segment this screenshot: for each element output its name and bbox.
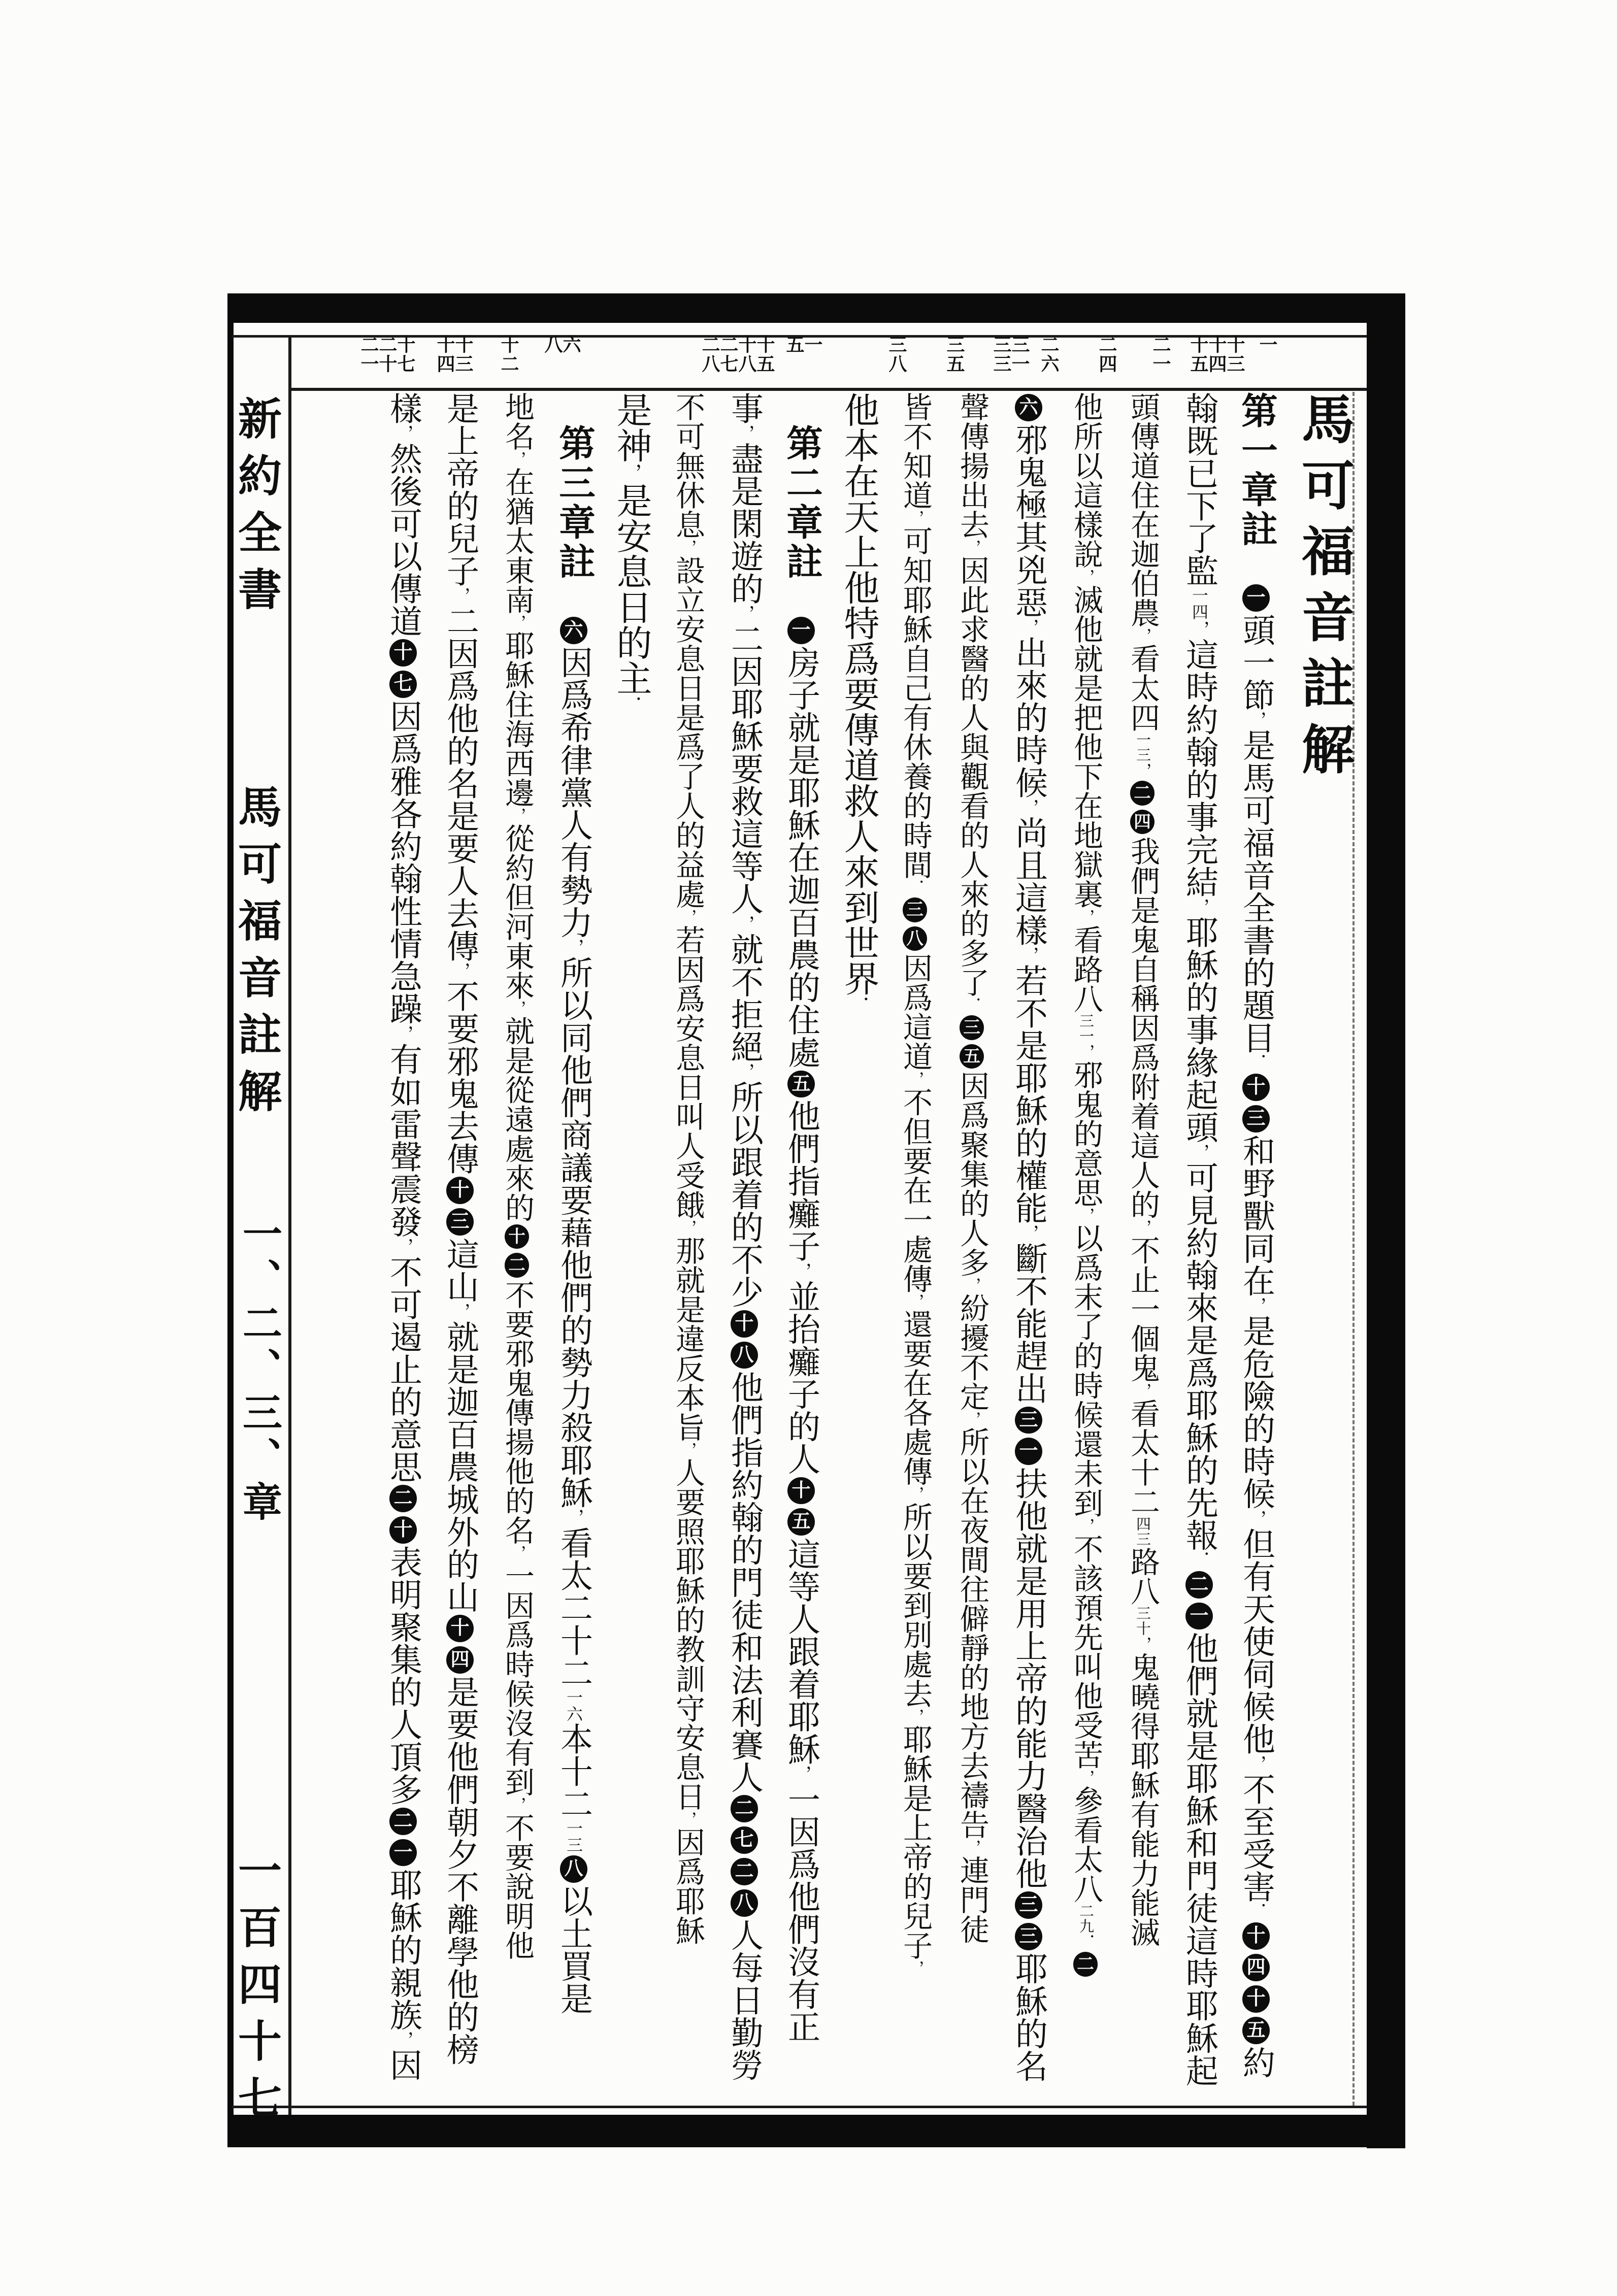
punctuation: ， bbox=[508, 1796, 526, 1813]
verse-ref-label: 十二 bbox=[499, 335, 519, 374]
verse-ref-label: 二一 bbox=[1150, 335, 1171, 374]
cross-reference-small: 一三 bbox=[1134, 731, 1150, 762]
verse-ref-label: 二四 bbox=[1097, 335, 1117, 374]
verse-ref-label: 六 bbox=[560, 335, 581, 354]
punctuation: ， bbox=[450, 1303, 470, 1321]
punctuation: ， bbox=[906, 1708, 924, 1724]
verse-number-badge: 一 bbox=[787, 617, 815, 644]
punctuation: ， bbox=[620, 463, 641, 483]
punctuation: ， bbox=[906, 1486, 924, 1503]
gospel-title-column: 馬可福音註解 bbox=[1294, 392, 1352, 788]
punctuation: ， bbox=[906, 1959, 924, 1976]
punctuation: ， bbox=[963, 1411, 981, 1427]
text-column: 六邪鬼極其兇惡，出來的時候，尚且這樣，若不是耶穌的權能，斷不能趕出三一扶他就是用上帝的能力醫治他三三耶穌的名 bbox=[1000, 392, 1057, 2113]
cross-reference-small: 三十 bbox=[1134, 1606, 1150, 1637]
spine-divider-rule bbox=[288, 335, 291, 2115]
verse-number-badge: 三 bbox=[903, 897, 928, 922]
punctuation: ． bbox=[847, 996, 869, 1016]
verse-number-badge: 十 bbox=[389, 1516, 417, 1544]
punctuation: ， bbox=[450, 587, 470, 605]
text-column: 他本在天上他特爲要傳道救人來到世界． bbox=[839, 392, 878, 1016]
verse-number-badge: 五 bbox=[1242, 2017, 1270, 2044]
verse-number-badge: 二 bbox=[505, 1253, 530, 1278]
punctuation: ， bbox=[1190, 898, 1209, 916]
text-column: 聲傳揚出去，因此求醫的人與觀看的人來的多了．三五因爲聚集的人多，紛擾不定，所以在夜間往僻靜的地方去禱告，連門徒 bbox=[955, 392, 988, 1944]
verse-number-badge: 八 bbox=[731, 1342, 758, 1369]
punctuation: ， bbox=[963, 1839, 981, 1856]
verse-number-badge: 七 bbox=[389, 671, 417, 698]
punctuation: ． bbox=[620, 695, 641, 715]
cross-reference-small: 一四 bbox=[1190, 587, 1208, 620]
punctuation: ， bbox=[508, 807, 526, 823]
verse-number-badge: 十 bbox=[787, 1477, 815, 1505]
chapter-heading: 第三章註 bbox=[553, 424, 594, 582]
spine-series-title: 新約全書 bbox=[232, 396, 280, 623]
verse-ref-label: 十四 bbox=[435, 335, 455, 374]
punctuation: ， bbox=[791, 1262, 811, 1280]
verse-number-badge: 二 bbox=[1073, 1952, 1098, 1977]
verse-number-badge: 五 bbox=[787, 1071, 815, 1098]
verse-number-badge: 二 bbox=[731, 1858, 758, 1885]
spine-chapter-range: 一、二、三、章 bbox=[237, 1213, 281, 1526]
punctuation: ， bbox=[1134, 1636, 1151, 1653]
verse-ref-label: 十八 bbox=[736, 335, 756, 374]
punctuation: ， bbox=[393, 1238, 413, 1256]
page-number-chinese: 一百四十七 bbox=[232, 1848, 280, 2132]
verse-number-badge: 二 bbox=[389, 1808, 417, 1835]
text-column: 第二章註 一房子就是耶穌在迦百農的住處五他們指癱子，並抬癱子的人十五這等人跟着耶穌，一因爲他們沒有正 bbox=[781, 424, 821, 2043]
punctuation: ， bbox=[735, 915, 754, 933]
punctuation: ， bbox=[906, 1071, 924, 1087]
verse-number-badge: 八 bbox=[560, 1855, 587, 1883]
verse-number-badge: 八 bbox=[731, 1889, 758, 1917]
verse-number-badge: 三 bbox=[960, 1015, 984, 1040]
verse-number-badge: 二 bbox=[1130, 781, 1155, 806]
punctuation: ， bbox=[735, 605, 754, 623]
punctuation: ， bbox=[1019, 946, 1039, 964]
verse-number-badge: 五 bbox=[960, 1044, 984, 1069]
punctuation: ， bbox=[1246, 1296, 1266, 1315]
verse-ref-label: 五 bbox=[784, 335, 804, 354]
punctuation: ， bbox=[450, 962, 470, 980]
text-area-top-rule bbox=[291, 388, 1367, 391]
verse-number-badge: 二 bbox=[1185, 1571, 1213, 1599]
punctuation: ， bbox=[1019, 1224, 1039, 1242]
punctuation: ， bbox=[1077, 1517, 1095, 1534]
punctuation: ， bbox=[508, 1545, 526, 1561]
verse-number-badge: 六 bbox=[560, 617, 587, 644]
chapter-heading: 第一章註 bbox=[1236, 392, 1276, 550]
punctuation: ， bbox=[906, 1293, 924, 1310]
punctuation: ， bbox=[1134, 1219, 1151, 1236]
cross-reference-small: 四三 bbox=[1134, 1516, 1150, 1547]
punctuation: ． bbox=[906, 879, 924, 895]
verse-number-badge: 八 bbox=[903, 926, 928, 951]
spine-book-title: 馬可福音註解 bbox=[232, 784, 280, 1125]
verse-number-badge: 十 bbox=[1242, 1985, 1270, 2013]
verse-number-badge: 三 bbox=[1015, 1891, 1042, 1919]
cross-reference-small: 一三 bbox=[565, 1819, 583, 1853]
text-column: 翰既已下了監一四，這時約翰的事完結，耶穌的事緣起頭，可見約翰來是爲耶穌的先報．二一他們就是耶穌和門徒這時耶穌起 bbox=[1181, 392, 1217, 2087]
punctuation: ． bbox=[1077, 1934, 1095, 1950]
verse-ref-label: 三三 bbox=[991, 335, 1011, 374]
punctuation: ， bbox=[1077, 1043, 1095, 1060]
punctuation: ， bbox=[1246, 711, 1266, 729]
chapter-heading: 第二章註 bbox=[781, 424, 821, 582]
verse-ref-label: 二七 bbox=[718, 335, 738, 374]
verse-number-badge: 三 bbox=[1015, 1923, 1042, 1950]
verse-number-badge: 十 bbox=[1242, 1922, 1270, 1950]
punctuation: ， bbox=[1190, 1143, 1209, 1161]
verse-number-badge: 二 bbox=[389, 1485, 417, 1512]
text-column: 是上帝的兒子，二因爲他的名是要人去傳，不要邪鬼去傳十三這山，就是迦百農城外的山十四是要他們朝夕不離學他的榜 bbox=[442, 392, 478, 2066]
punctuation: ． bbox=[1190, 1551, 1209, 1569]
verse-ref-label: 三五 bbox=[944, 335, 965, 374]
text-column: 不可無休息，設立安息日是爲了人的益處，若因爲安息日叫人受餓，那就是違反本旨，人要照耶穌的教訓守安息日，因爲耶穌 bbox=[671, 392, 704, 1945]
frame-border-top bbox=[227, 293, 1405, 323]
verse-number-badge: 十 bbox=[389, 639, 417, 667]
verse-number-badge: 十 bbox=[731, 1310, 758, 1338]
punctuation: ． bbox=[1246, 1053, 1266, 1072]
verse-ref-label: 十三 bbox=[453, 335, 473, 374]
punctuation: ， bbox=[679, 1441, 697, 1458]
frame-border-bottom bbox=[227, 2115, 1405, 2147]
punctuation: ， bbox=[508, 614, 526, 630]
verse-number-badge: 四 bbox=[446, 1646, 474, 1674]
verse-number-badge: 三 bbox=[446, 1208, 474, 1236]
verse-number-badge: 一 bbox=[1242, 584, 1270, 612]
punctuation: ， bbox=[679, 539, 697, 555]
punctuation: ， bbox=[1134, 627, 1151, 644]
verse-number-badge: 十 bbox=[505, 1224, 530, 1249]
punctuation: ， bbox=[393, 1024, 413, 1043]
punctuation: ， bbox=[1077, 908, 1095, 925]
verse-ref-label: 二一 bbox=[358, 335, 379, 374]
verse-ref-label: 十五 bbox=[1188, 335, 1208, 374]
verse-ref-label: 二六 bbox=[1039, 335, 1059, 374]
text-column: 頭傳道住在迦伯農，看太四一三，二四我們是鬼自稱因爲附着這人的，不止一個鬼，看太十二四三路八三十，鬼曉得耶穌有能力能滅 bbox=[1126, 392, 1159, 1947]
punctuation: ， bbox=[1077, 1769, 1095, 1786]
verse-number-badge: 四 bbox=[1130, 810, 1155, 835]
text-column: 是神，是安息日的主． bbox=[611, 392, 650, 715]
verse-ref-label: 二十 bbox=[377, 335, 397, 374]
punctuation: ， bbox=[393, 2031, 413, 2049]
verse-number-badge: 一 bbox=[1185, 1603, 1213, 1630]
punctuation: ． bbox=[963, 996, 981, 1013]
verse-ref-label: 三八 bbox=[886, 335, 907, 374]
verse-ref-label: 十七 bbox=[395, 335, 415, 374]
verse-number-badge: 十 bbox=[1242, 1074, 1270, 1101]
punctuation: ， bbox=[1246, 1509, 1266, 1527]
punctuation: ， bbox=[679, 1219, 697, 1236]
punctuation: ， bbox=[508, 451, 526, 467]
punctuation: ， bbox=[1134, 762, 1151, 779]
verse-number-badge: 七 bbox=[731, 1826, 758, 1854]
verse-ref-label: 三一 bbox=[1009, 335, 1030, 374]
frame-border-right bbox=[1367, 293, 1405, 2148]
punctuation: ， bbox=[963, 539, 981, 555]
punctuation: ， bbox=[508, 1000, 526, 1016]
verse-number-badge: 六 bbox=[1015, 394, 1042, 421]
text-column: 第一章註 一頭一節，是馬可福音全書的題目．十三和野獸同在，是危險的時候，但有天使伺候他，不至受害．十四十五約 bbox=[1236, 392, 1276, 2079]
verse-number-badge: 二 bbox=[731, 1795, 758, 1822]
verse-ref-label: 十三 bbox=[1225, 335, 1245, 374]
punctuation: ， bbox=[564, 1508, 584, 1526]
verse-number-badge: 一 bbox=[389, 1839, 417, 1867]
punctuation: ， bbox=[906, 510, 924, 526]
verse-ref-label: 二八 bbox=[700, 335, 720, 374]
verse-ref-label: 十四 bbox=[1206, 335, 1227, 374]
punctuation: ， bbox=[791, 1765, 811, 1783]
verse-number-badge: 三 bbox=[1015, 1407, 1042, 1434]
verse-number-badge: 三 bbox=[1242, 1105, 1270, 1133]
punctuation: ． bbox=[1246, 1903, 1266, 1921]
punctuation: ， bbox=[1190, 620, 1209, 639]
verse-ref-label: 一 bbox=[802, 335, 822, 354]
punctuation: ， bbox=[679, 1811, 697, 1827]
text-column: 皆不知道，可知耶穌自己有休養的時間．三八因爲這道，不但要在一處傳，還要在各處傳，所以要到別處去，耶穌是上帝的兒子， bbox=[899, 392, 932, 1976]
verse-number-badge: 十 bbox=[446, 1615, 474, 1642]
punctuation: ， bbox=[393, 424, 413, 443]
punctuation: ， bbox=[679, 908, 697, 925]
punctuation: ， bbox=[1134, 1382, 1151, 1399]
punctuation: ， bbox=[564, 938, 584, 956]
punctuation: ， bbox=[1077, 1207, 1095, 1223]
text-column: 事，盡是閑遊的，二因耶穌要救這等人，就不拒絕，所以跟着的不少十八他們指約翰的門徒和法利賽人二七二八人每日勤勞 bbox=[727, 392, 763, 2081]
punctuation: ， bbox=[1246, 1754, 1266, 1773]
text-column: 地名，在猶太東南，耶穌住海西邊，從約但河東來，就是從遠處來的十二不要邪鬼傳揚他的名，一因爲時候沒有到，不要說明他 bbox=[501, 392, 534, 1960]
text-column: 他所以這樣說，滅他就是把他下在地獄裏，看路八三一，邪鬼的意思，以爲末了的時候還未到，不該預先叫他受苦，參看太八二九．二 bbox=[1057, 392, 1114, 2113]
cross-reference-small: 三一 bbox=[1077, 1013, 1094, 1044]
verse-ref-label: 八 bbox=[542, 335, 563, 354]
verse-number-badge: 五 bbox=[787, 1508, 815, 1536]
verse-ref-label: 十五 bbox=[754, 335, 775, 374]
text-column: 第三章註 六因爲希律黨人有勢力，所以同他們商議要藉他們的勢力殺耶穌，看太二十二一六本十二一三八以土買是 bbox=[553, 424, 594, 2015]
verse-ref-label: 一 bbox=[1257, 335, 1277, 354]
verse-number-badge: 四 bbox=[1242, 1954, 1270, 1981]
punctuation: ， bbox=[1077, 569, 1095, 585]
punctuation: ， bbox=[1019, 618, 1039, 637]
verse-number-badge: 十 bbox=[446, 1177, 474, 1204]
commentary-text-area bbox=[292, 392, 1361, 2113]
cross-reference-small: 二九 bbox=[1077, 1903, 1094, 1934]
punctuation: ， bbox=[1019, 798, 1039, 817]
punctuation: ， bbox=[735, 1062, 754, 1081]
punctuation: ， bbox=[963, 1277, 981, 1293]
punctuation: ， bbox=[735, 424, 754, 443]
verse-number-badge: 一 bbox=[1015, 1438, 1042, 1465]
cross-reference-small: 一六 bbox=[565, 1688, 583, 1722]
text-column: 樣，然後可以傳道十七因爲雅各約翰性情急躁，有如雷聲震發，不可遏止的意思二十表明聚集的人頂多二一耶穌的親族，因 bbox=[385, 392, 421, 2081]
